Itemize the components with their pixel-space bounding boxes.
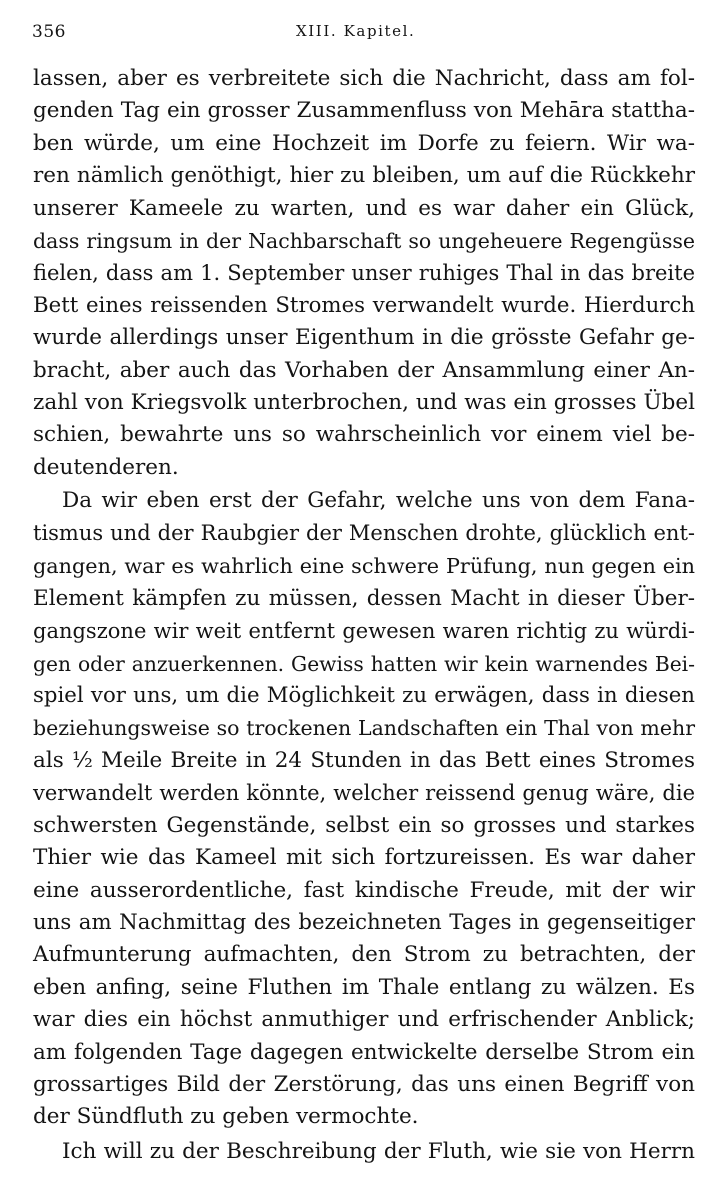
text-line: Thier wie das Kameel mit sich fortzureissen. Es war daher — [33, 845, 695, 870]
text-line: Aufmunterung aufmachten, den Strom zu betrachten, der — [33, 942, 695, 967]
chapter-title: XIII. Kapitel. — [296, 22, 416, 40]
running-header — [32, 22, 696, 48]
text-line: bracht, aber auch das Vorhaben der Ansammlung einer An- — [33, 358, 695, 383]
text-line: fielen, dass am 1. September unser ruhiges Thal in das breite — [33, 261, 695, 285]
text-line: zahl von Kriegsvolk unterbrochen, und was ein grosses Übel — [33, 390, 695, 415]
text-line: eine ausserordentliche, fast kindische Freude, mit der wir — [33, 878, 695, 903]
text-line: unserer Kameele zu warten, und es war daher ein Glück, — [33, 196, 695, 221]
text-line: als ½ Meile Breite in 24 Stunden in das Bett eines Stromes — [33, 748, 695, 773]
text-line: Da wir eben erst der Gefahr, welche uns von dem Fana- — [62, 488, 695, 513]
text-line: ben würde, um eine Hochzeit im Dorfe zu feiern. Wir wa- — [33, 131, 695, 156]
text-line: eben anfing, seine Fluthen im Thale entlang zu wälzen. Es — [33, 975, 695, 1000]
text-line: wurde allerdings unser Eigenthum in die grösste Gefahr ge- — [33, 325, 695, 350]
text-line: deutenderen. — [33, 455, 179, 480]
page-number: 356 — [32, 22, 66, 42]
text-line: schien, bewahrte uns so wahrscheinlich vor einem viel be- — [33, 422, 695, 447]
text-line: gangszone wir weit entfernt gewesen waren richtig zu würdi- — [33, 619, 695, 643]
text-line: verwandelt werden könnte, welcher reissend genug wäre, die — [33, 781, 695, 805]
text-line: uns am Nachmittag des bezeichneten Tages in gegenseitiger — [33, 910, 695, 935]
text-line: ren nämlich genöthigt, hier zu bleiben, um auf die Rückkehr — [33, 163, 695, 188]
text-line: dass ringsum in der Nachbarschaft so ungeheuere Regengüsse — [33, 229, 695, 253]
text-line: der Sündfluth zu geben vermochte. — [33, 1104, 419, 1129]
text-line: gen oder anzuerkennen. Gewiss hatten wir kein warnendes Bei- — [33, 652, 695, 676]
text-line: grossartiges Bild der Zerstörung, das uns einen Begriff von — [33, 1072, 695, 1097]
text-line: Ich will zu der Beschreibung der Fluth, wie sie von Herrn — [62, 1139, 695, 1164]
text-line: genden Tag ein grosser Zusammenfluss von Mehāra stattha- — [33, 98, 695, 123]
text-line: tismus und der Raubgier der Menschen drohte, glücklich ent- — [33, 521, 695, 545]
text-line: Element kämpfen zu müssen, dessen Macht in dieser Über- — [33, 586, 695, 611]
text-line: Bett eines reissenden Stromes verwandelt wurde. Hierdurch — [33, 293, 695, 318]
text-line: beziehungsweise so trockenen Landschaften ein Thal von mehr — [33, 716, 695, 740]
text-line: am folgenden Tage dagegen entwickelte derselbe Strom ein — [33, 1040, 695, 1065]
text-line: gangen, war es wahrlich eine schwere Prüfung, nun gegen ein — [33, 554, 695, 578]
text-line: war dies ein höchst anmuthiger und erfrischender Anblick; — [33, 1007, 695, 1032]
text-line: schwersten Gegenstände, selbst ein so grosses und starkes — [33, 813, 695, 838]
text-line: lassen, aber es verbreitete sich die Nachricht, dass am fol- — [33, 66, 695, 91]
text-line: spiel vor uns, um die Möglichkeit zu erwägen, dass in diesen — [33, 683, 695, 708]
